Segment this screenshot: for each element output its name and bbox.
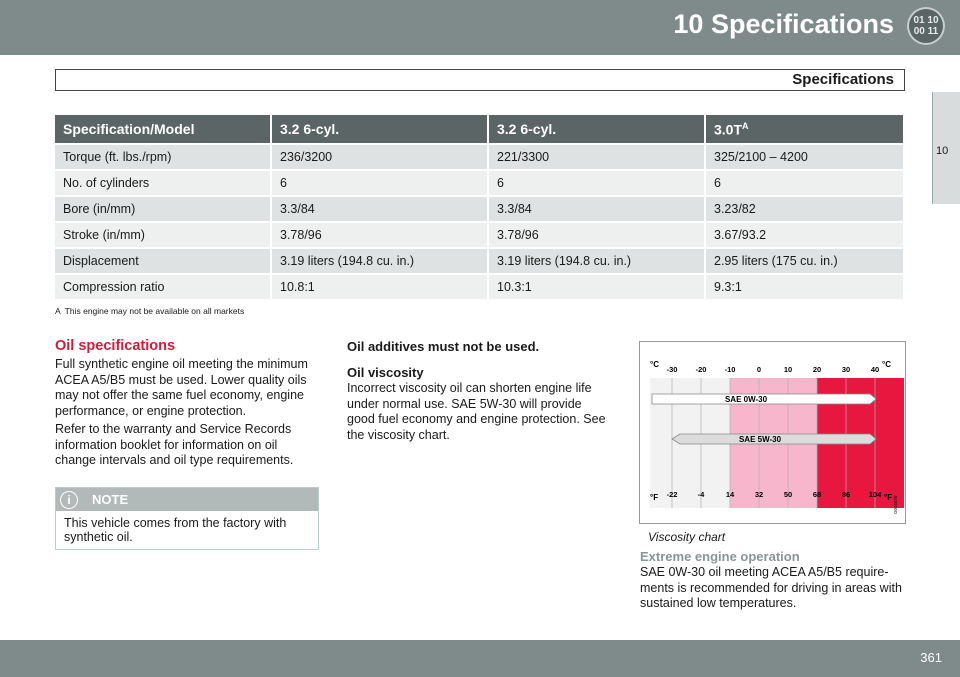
table-row: [55, 222, 904, 248]
celsius-tick-label: 30: [841, 365, 851, 374]
table-cell: 236/3200: [271, 144, 488, 170]
fahrenheit-tick-label: 86: [841, 490, 851, 499]
fahrenheit-tick-label: -4: [697, 490, 705, 499]
table-cell: Torque (ft. lbs./rpm): [55, 144, 271, 170]
celsius-tick-label: 20: [812, 365, 822, 374]
table-cell: 9.3:1: [705, 274, 904, 299]
viscosity-chart-graphic: [640, 342, 905, 523]
celsius-tick-label: 40: [870, 365, 880, 374]
note-label: NOTE: [92, 492, 129, 507]
chart-code: G045876: [893, 495, 898, 514]
table-row: [55, 196, 904, 222]
table-cell: 221/3300: [488, 144, 705, 170]
fahrenheit-tick-label: 14: [725, 490, 735, 499]
footnote-text: This engine may not be available on all markets: [64, 306, 245, 316]
header-model-text: 3.0T: [714, 121, 743, 138]
table-cell: 3.3/84: [271, 196, 488, 222]
celsius-unit-left: °C: [650, 360, 659, 369]
chart-caption: Viscosity chart: [648, 530, 726, 544]
fahrenheit-tick-label: 50: [783, 490, 793, 499]
table-cell: 3.19 liters (194.8 cu. in.): [488, 248, 705, 274]
info-icon: i: [60, 491, 78, 509]
chapter-icon-line1: 01 10: [913, 15, 939, 26]
table-cell: 6: [488, 170, 705, 196]
celsius-tick-labels: [667, 365, 880, 374]
footnote: [55, 306, 244, 316]
table-cell: 3.23/82: [705, 196, 904, 222]
section-title: Specifications: [792, 71, 894, 88]
celsius-tick-label: 10: [783, 365, 793, 374]
oil-specifications-heading: Oil specifications: [55, 338, 176, 354]
table-row: [55, 248, 904, 274]
oil-additives-warning: Oil additives must not be used.: [347, 339, 540, 354]
celsius-tick-label: -10: [724, 365, 736, 374]
extreme-operation-heading: Extreme engine operation: [640, 549, 800, 564]
note-box: [55, 487, 319, 550]
chapter-number-icon: [907, 7, 945, 45]
table-cell: Compression ratio: [55, 274, 271, 299]
specification-table: [55, 115, 905, 299]
chapter-title: 10 Specifications: [673, 9, 894, 39]
celsius-tick-label: 0: [756, 365, 762, 374]
oil-viscosity-heading: Oil viscosity: [347, 365, 424, 380]
table-header-cell: [705, 115, 904, 144]
fahrenheit-unit-left: °F: [650, 493, 659, 502]
table-cell: 3.78/96: [271, 222, 488, 248]
table-header-cell: 3.2 6-cyl.: [271, 115, 488, 144]
table-cell: Bore (in/mm): [55, 196, 271, 222]
table-cell: 6: [705, 170, 904, 196]
sae-0w30-label: SAE 0W-30: [724, 395, 768, 404]
chapter-side-tab-label: 10: [936, 145, 949, 157]
celsius-tick-label: -20: [695, 365, 707, 374]
table-header-cell: 3.2 6-cyl.: [488, 115, 705, 144]
fahrenheit-tick-label: 32: [754, 490, 764, 499]
fahrenheit-unit-right: °F: [884, 493, 893, 502]
note-header: [56, 488, 318, 511]
table-cell: Displacement: [55, 248, 271, 274]
fahrenheit-tick-label: -22: [666, 490, 678, 499]
table-cell: 10.3:1: [488, 274, 705, 299]
table-row: [55, 144, 904, 170]
fahrenheit-tick-label: 68: [812, 490, 822, 499]
oil-viscosity-paragraph: Incorrect viscosity oil can shorten engine life under normal use. SAE 5W-30 will provide good fuel economy and engine protection. See the viscosity chart.: [347, 381, 606, 442]
section-header-box: [55, 69, 905, 91]
table-cell: 3.78/96: [488, 222, 705, 248]
table-header-row: [55, 115, 904, 144]
sae-5w30-label: SAE 5W-30: [738, 435, 782, 444]
table-cell: Stroke (in/mm): [55, 222, 271, 248]
table-cell: 3.67/93.2: [705, 222, 904, 248]
table-row: [55, 274, 904, 299]
table-cell: 10.8:1: [271, 274, 488, 299]
oil-spec-paragraph-1: Full synthetic engine oil meeting the minimum ACEA A5/B5 must be used. Lower quality oils may not offer the same fuel economy, engine performance, or engine protection.: [55, 357, 308, 418]
page-number: 361: [920, 650, 942, 665]
table-row: [55, 170, 904, 196]
table-cell: 2.95 liters (175 cu. in.): [705, 248, 904, 274]
viscosity-chart: [639, 341, 906, 524]
table-cell: 325/2100 – 4200: [705, 144, 904, 170]
oil-spec-paragraph-2: Refer to the warranty and Service Records information booklet for information on oil change intervals and oil type requirements.: [55, 422, 294, 467]
celsius-unit-right: °C: [882, 360, 891, 369]
table-cell: 3.3/84: [488, 196, 705, 222]
chapter-icon-line2: 00 11: [913, 26, 939, 37]
table-cell: No. of cylinders: [55, 170, 271, 196]
celsius-tick-label: -30: [666, 365, 678, 374]
bottom-bar: [0, 640, 960, 677]
footnote-superscript: A: [742, 120, 749, 131]
extreme-operation-paragraph: SAE 0W-30 oil meeting ACEA A5/B5 require- ments is recommended for driving in areas with sustained low temperatures.: [640, 565, 902, 610]
table-cell: 6: [271, 170, 488, 196]
fahrenheit-tick-label: 104: [868, 490, 882, 499]
footnote-mark: A: [55, 306, 61, 316]
table-cell: 3.19 liters (194.8 cu. in.): [271, 248, 488, 274]
note-text: This vehicle comes from the factory with synthetic oil.: [64, 516, 287, 544]
table-header-cell: Specification/Model: [55, 115, 271, 144]
